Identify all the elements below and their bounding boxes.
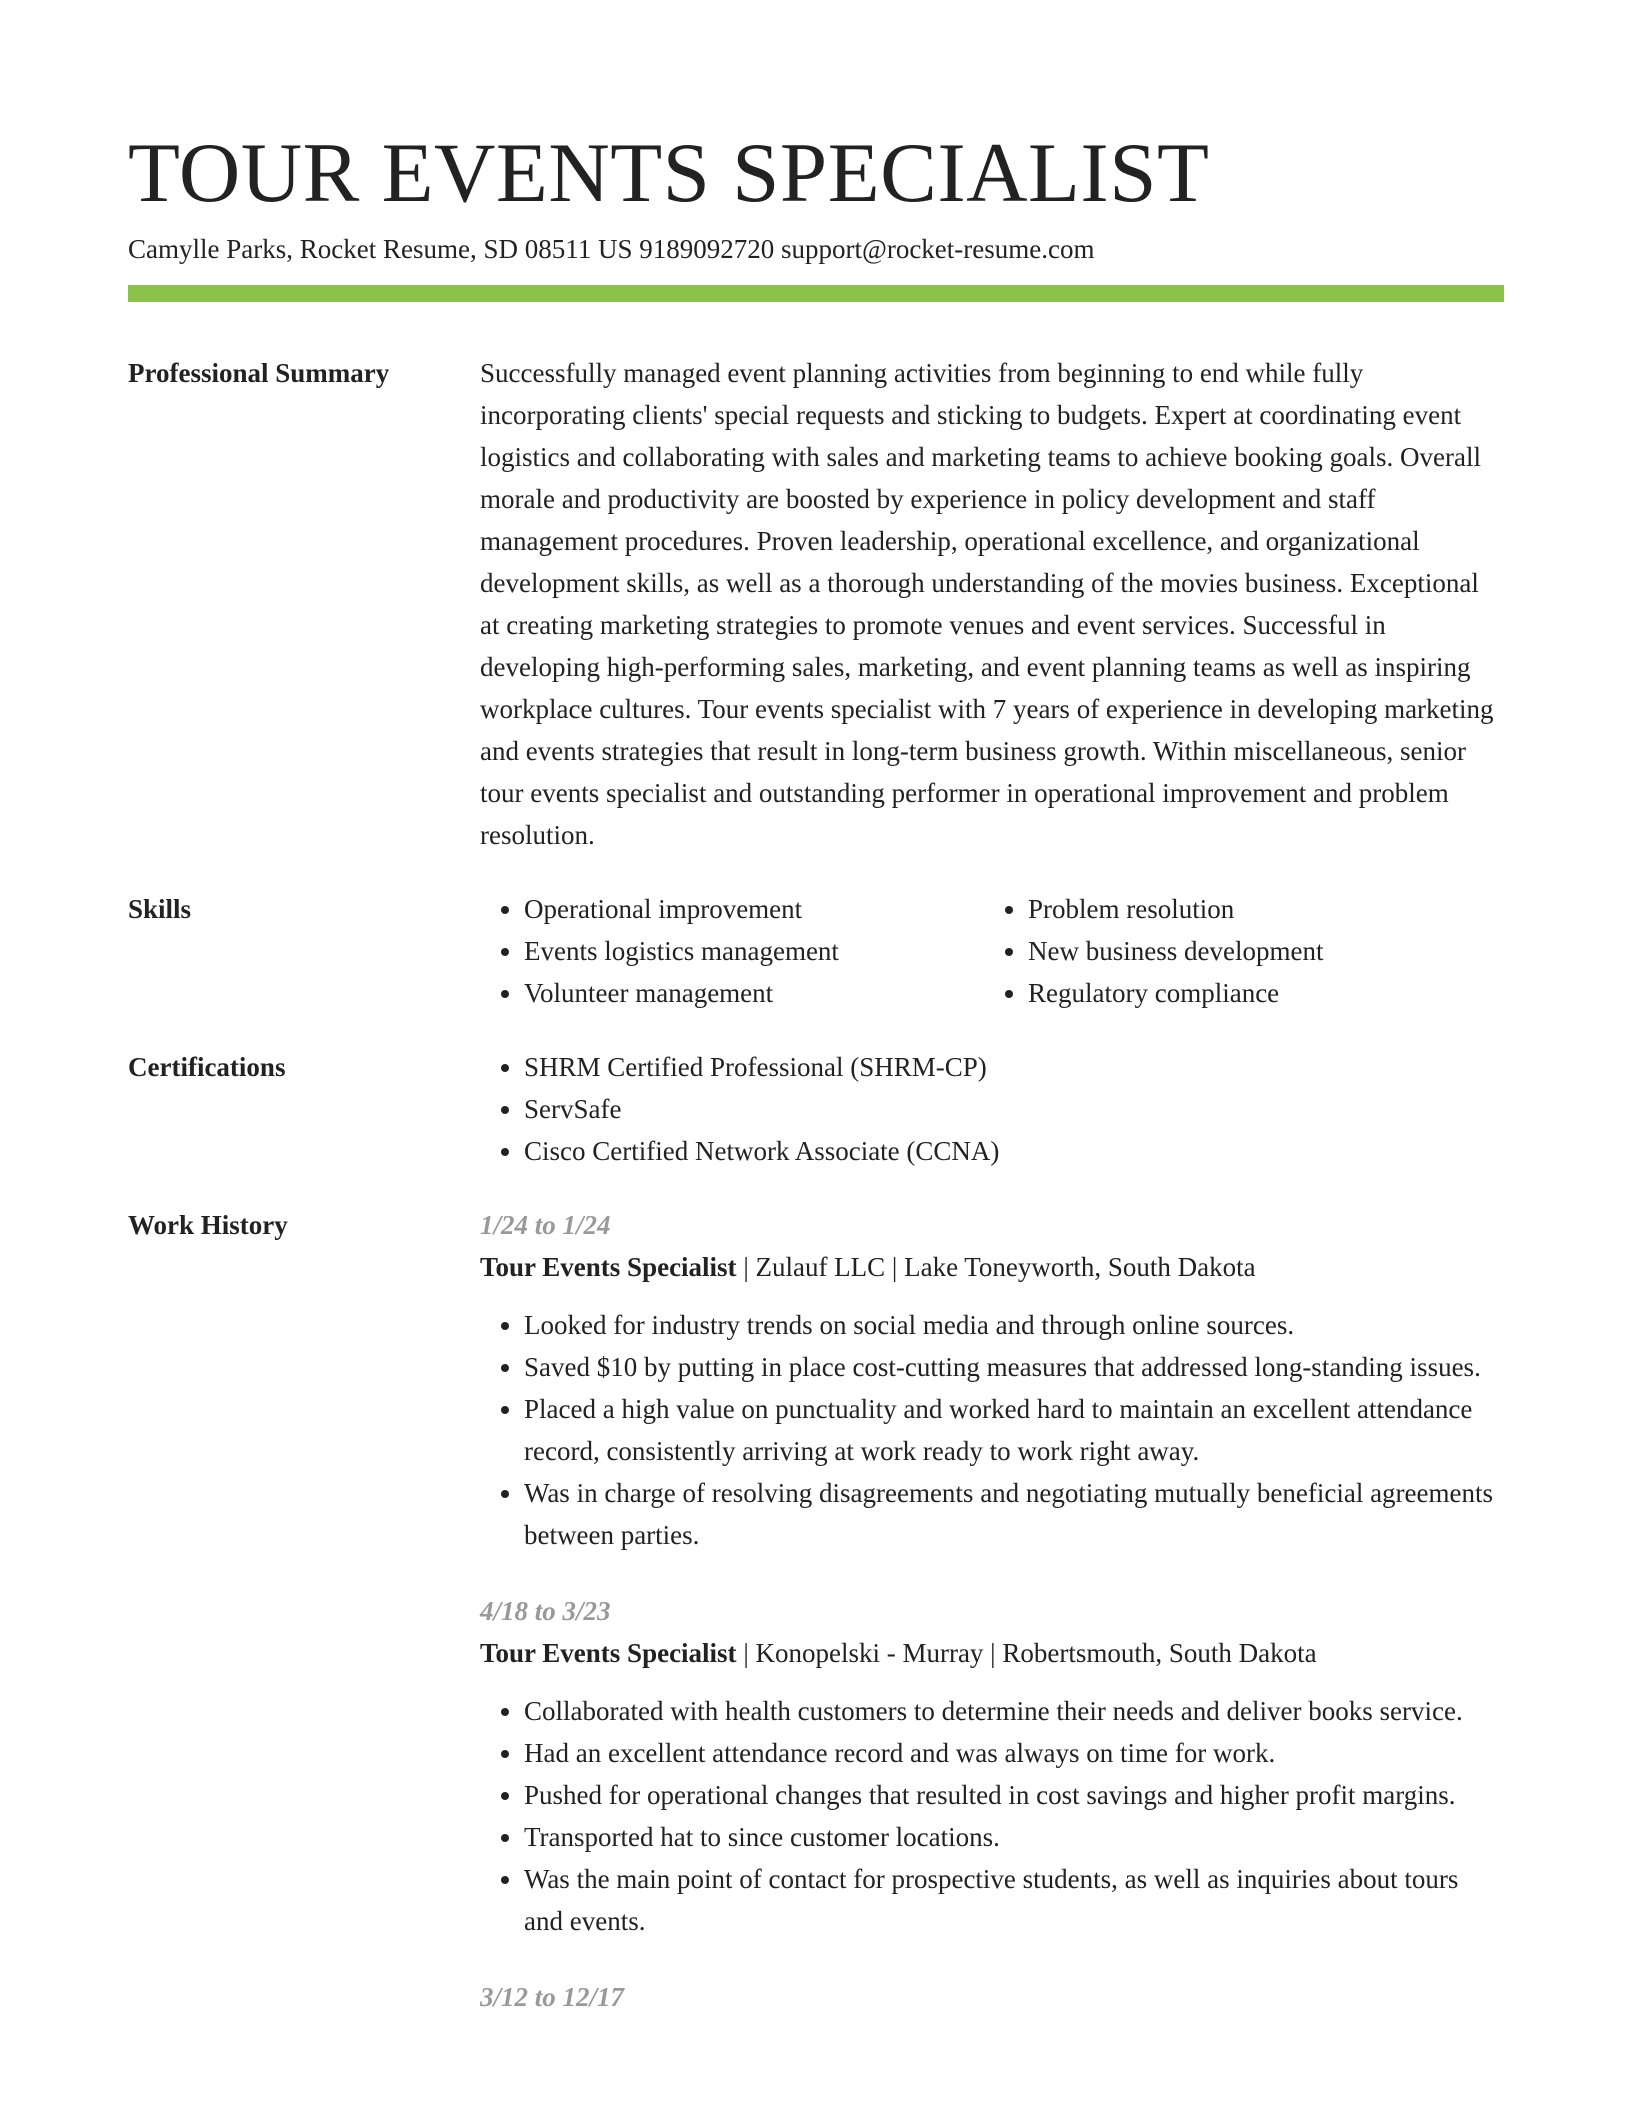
job-details: | Zulauf LLC | Lake Toneyworth, South Dakota <box>736 1252 1256 1282</box>
summary-section <box>128 352 1504 856</box>
job-bullet: • Placed a high value on punctuality and worked hard to maintain an excellent attendance record, consistently arriving at work ready to work right away. <box>524 1388 1504 1472</box>
work-history-body <box>480 1204 1504 2052</box>
skill-item: • Events logistics management <box>524 930 984 972</box>
skills-label: Skills <box>128 894 192 924</box>
skills-column-1 <box>480 888 984 1014</box>
certification-item: • Cisco Certified Network Associate (CCNA) <box>524 1130 1504 1172</box>
skills-column-2 <box>984 888 1488 1014</box>
skills-list-1 <box>480 888 984 1014</box>
certifications-list <box>480 1046 1504 1172</box>
job-entry <box>480 1976 1504 2018</box>
job-title: Tour Events Specialist <box>480 1252 737 1282</box>
job-header <box>480 1246 1504 1288</box>
skill-item: • Regulatory compliance <box>1028 972 1488 1014</box>
work-history-label: Work History <box>128 1210 288 1240</box>
resume-sections <box>128 352 1504 2084</box>
job-header <box>480 1632 1504 1674</box>
job-title: Tour Events Specialist <box>480 1638 737 1668</box>
certification-item: • SHRM Certified Professional (SHRM-CP) <box>524 1046 1504 1088</box>
skills-body <box>480 888 1504 1014</box>
job-bullet: • Looked for industry trends on social media and through online sources. <box>524 1304 1504 1346</box>
contact-line: Camylle Parks, Rocket Resume, SD 08511 US 9189092720 support@rocket-resume.com <box>128 234 1095 264</box>
header-divider <box>128 285 1504 302</box>
job-bullet: • Collaborated with health customers to determine their needs and deliver books service. <box>524 1690 1504 1732</box>
job-details: | Konopelski - Murray | Robertsmouth, South Dakota <box>736 1638 1317 1668</box>
job-entry <box>480 1204 1504 1556</box>
job-dates: 1/24 to 1/24 <box>480 1210 611 1240</box>
summary-body <box>480 352 1504 856</box>
skills-list-2 <box>984 888 1488 1014</box>
skill-item: • Volunteer management <box>524 972 984 1014</box>
skills-section <box>128 888 1504 1014</box>
skill-item: • New business development <box>1028 930 1488 972</box>
certifications-label: Certifications <box>128 1052 286 1082</box>
work-history-section <box>128 1204 1504 2052</box>
job-bullet: • Transported hat to since customer locations. <box>524 1816 1504 1858</box>
resume-title: TOUR EVENTS SPECIALIST <box>128 126 1210 220</box>
certifications-body <box>480 1046 1504 1172</box>
job-bullet: • Pushed for operational changes that resulted in cost savings and higher profit margins. <box>524 1774 1504 1816</box>
certification-item: • ServSafe <box>524 1088 1504 1130</box>
skill-item: • Operational improvement <box>524 888 984 930</box>
job-dates: 3/12 to 12/17 <box>480 1982 625 2012</box>
job-bullet: • Was in charge of resolving disagreements and negotiating mutually beneficial agreements between parties. <box>524 1472 1504 1556</box>
skill-item: • Problem resolution <box>1028 888 1488 930</box>
job-entry <box>480 1590 1504 1942</box>
job-bullets <box>480 1304 1504 1556</box>
job-bullet: • Was the main point of contact for prospective students, as well as inquiries about tours and events. <box>524 1858 1504 1942</box>
summary-label: Professional Summary <box>128 358 390 388</box>
job-bullets <box>480 1690 1504 1942</box>
job-dates: 4/18 to 3/23 <box>480 1596 611 1626</box>
job-bullet: • Had an excellent attendance record and was always on time for work. <box>524 1732 1504 1774</box>
certifications-section <box>128 1046 1504 1172</box>
job-bullet: • Saved $10 by putting in place cost-cutting measures that addressed long-standing issues. <box>524 1346 1504 1388</box>
summary-text: Successfully managed event planning activities from beginning to end while fully incorporating clients' special requests and sticking to budgets. Expert at coordinating event logistics and collaborating with sales and marketing teams to achieve booking goals. Overall morale and productivity are boosted by experience in policy development and staff management procedures. Proven leadership, operational excellence, and organizational development skills, as well as a thorough understanding of the movies business. Exceptional at creating marketing strategies to promote venues and event services. Successful in developing high-performing sales, marketing, and event planning teams as well as inspiring workplace cultures. Tour events specialist with 7 years of experience in developing marketing and events strategies that result in long-term business growth. Within miscellaneous, senior tour events specialist and outstanding performer in operational improvement and problem resolution. <box>480 358 1494 850</box>
